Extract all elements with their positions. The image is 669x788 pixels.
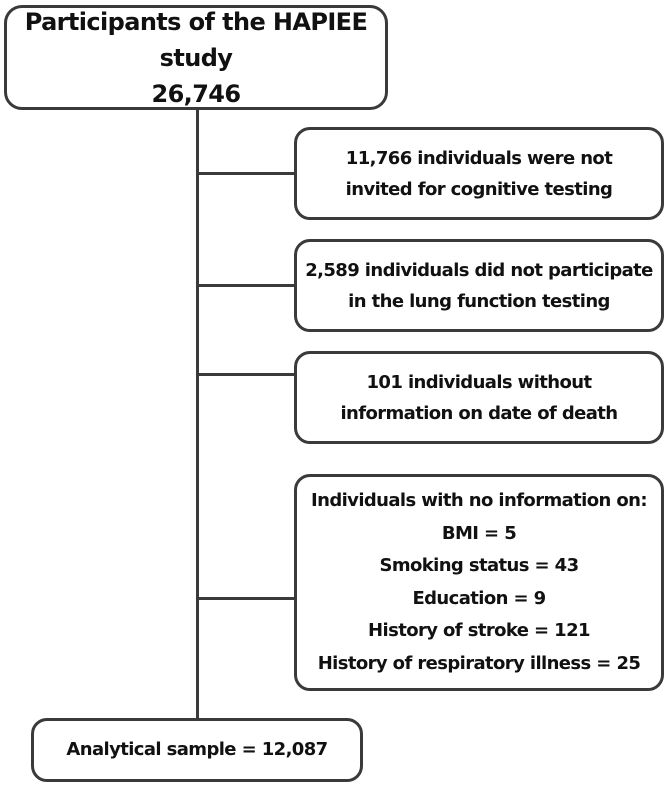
exclusion-box-missing-info — [294, 474, 664, 691]
exclusion-line: 11,766 individuals were not — [345, 147, 613, 169]
connector-to-exclusion-3 — [196, 373, 294, 376]
main-vertical-connector — [196, 110, 199, 718]
exclusion-line: information on date of death — [340, 402, 618, 424]
analytical-sample-box — [31, 718, 363, 782]
missing-info-item: Education = 9 — [412, 587, 546, 609]
missing-info-item: Smoking status = 43 — [379, 555, 579, 576]
analytical-sample-label: Analytical sample = 12,087 — [66, 739, 328, 760]
exclusion-line: 101 individuals without — [366, 371, 592, 393]
connector-to-exclusion-4 — [196, 597, 294, 600]
missing-info-item: History of respiratory illness = 25 — [317, 652, 641, 674]
connector-to-exclusion-2 — [196, 284, 294, 287]
missing-info-heading: Individuals with no information on: — [311, 490, 647, 511]
participants-box — [4, 5, 388, 110]
exclusion-line: invited for cognitive testing — [345, 178, 613, 200]
exclusion-line: in the lung function testing — [348, 290, 610, 312]
exclusion-box-lung-function — [294, 239, 664, 332]
exclusion-line: 2,589 individuals did not participate — [305, 259, 653, 281]
connector-to-exclusion-1 — [196, 172, 294, 175]
exclusion-box-date-of-death — [294, 351, 664, 444]
missing-info-item: BMI = 5 — [441, 522, 517, 544]
exclusion-box-not-invited — [294, 127, 664, 220]
participants-title: Participants of the HAPIEE study — [24, 7, 368, 72]
participants-count: 26,746 — [151, 79, 241, 108]
missing-info-item: History of stroke = 121 — [368, 620, 590, 641]
